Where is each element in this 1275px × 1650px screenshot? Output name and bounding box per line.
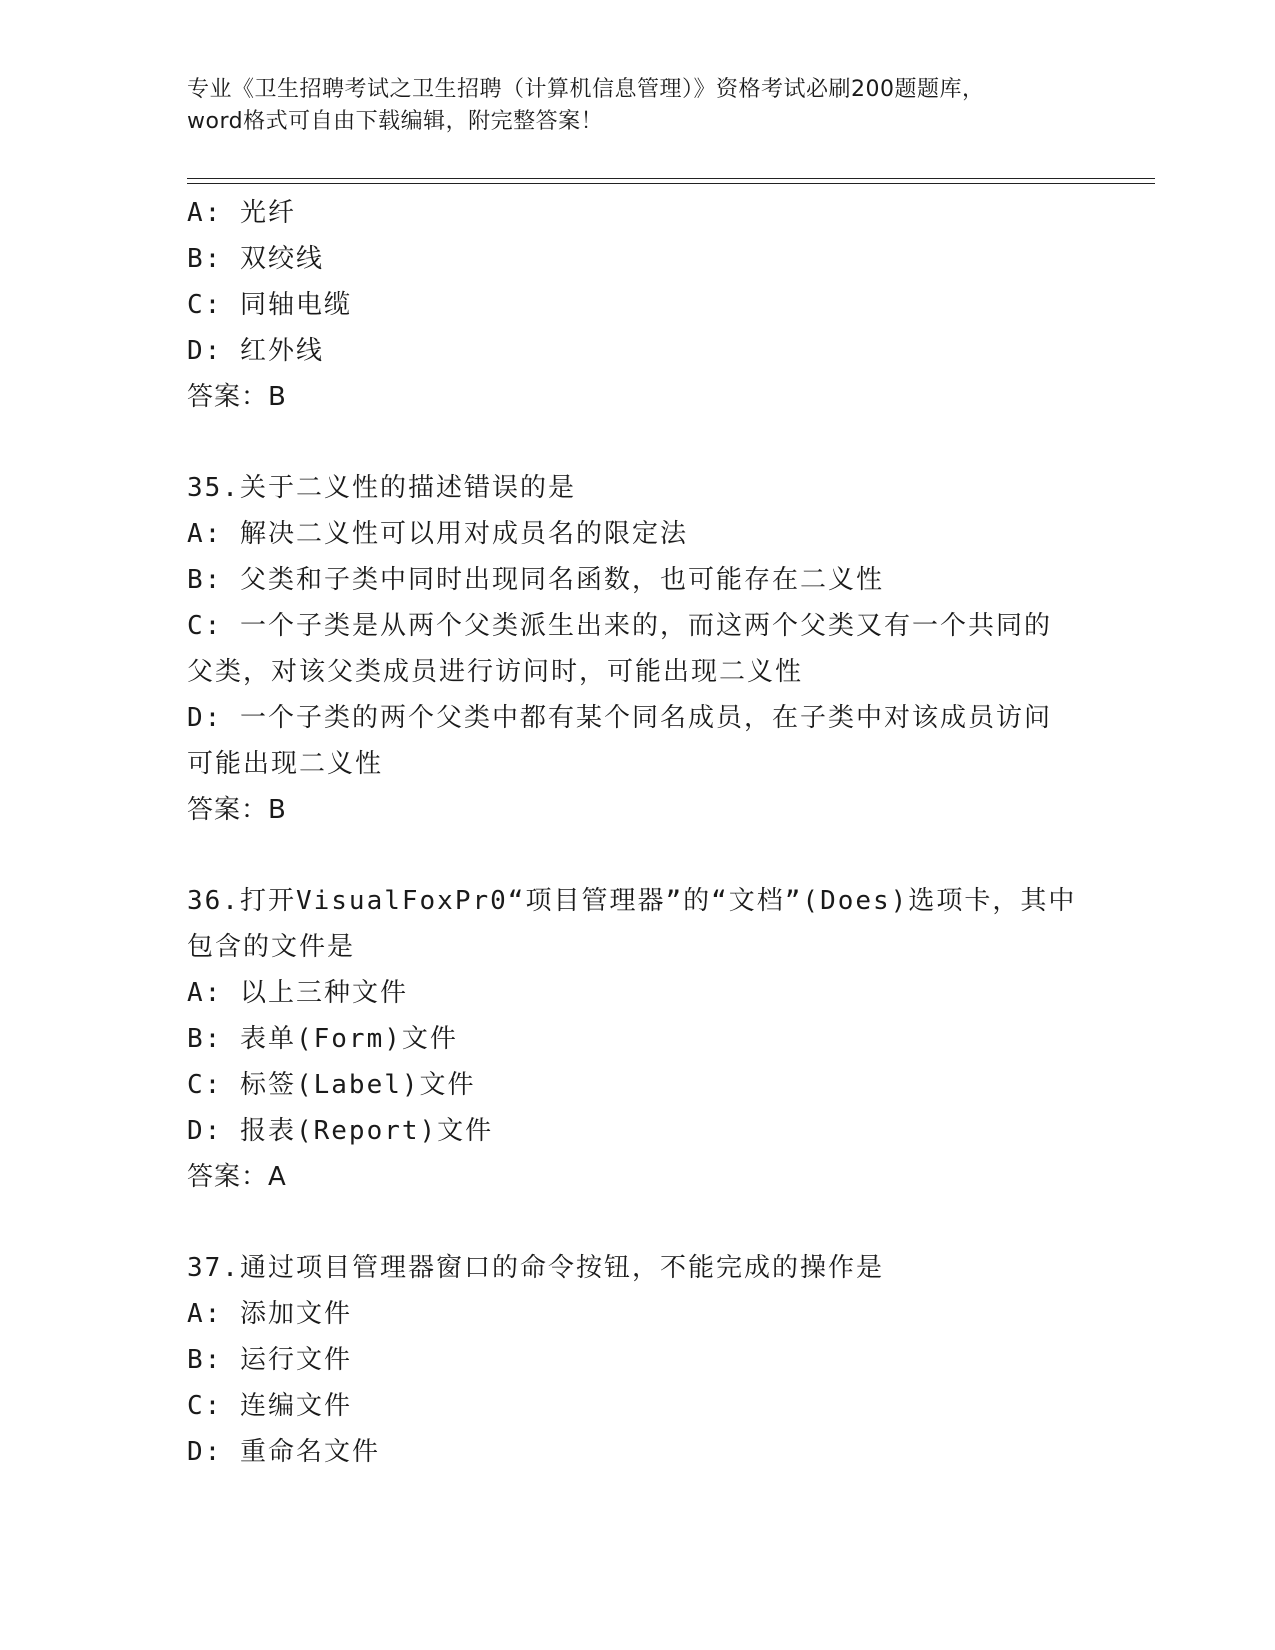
question-35 (187, 465, 1087, 833)
question-stem: 36.打开VisualFoxPr0“项目管理器”的“文档”(Does)选项卡，其中 (187, 886, 1077, 916)
option-d: D: 报表(Report)文件 (187, 1116, 494, 1146)
option-a: A: 光纤 (187, 198, 296, 228)
option-a: A: 解决二义性可以用对成员名的限定法 (187, 519, 688, 549)
option-c: C: 同轴电缆 (187, 290, 352, 320)
answer: 答案：A (187, 1162, 287, 1192)
question-stem: 35.关于二义性的描述错误的是 (187, 473, 576, 503)
option-b: B: 双绞线 (187, 244, 324, 274)
option-c: C: 一个子类是从两个父类派生出来的，而这两个父类又有一个共同的 (187, 611, 1052, 641)
question-37 (187, 1245, 1087, 1475)
option-a: A: 以上三种文件 (187, 978, 408, 1008)
option-d: D: 重命名文件 (187, 1437, 380, 1467)
option-c: C: 连编文件 (187, 1391, 352, 1421)
question-stem: 37.通过项目管理器窗口的命令按钮，不能完成的操作是 (187, 1253, 884, 1283)
option-d-continued: 可能出现二义性 (187, 749, 384, 779)
option-c: C: 标签(Label)文件 (187, 1070, 476, 1100)
document-header (187, 74, 1087, 138)
option-b: B: 父类和子类中同时出现同名函数，也可能存在二义性 (187, 565, 884, 595)
option-b: B: 运行文件 (187, 1345, 352, 1375)
question-34 (187, 190, 1087, 420)
header-rule-top (187, 178, 1155, 179)
question-list (187, 190, 1087, 1475)
option-a: A: 添加文件 (187, 1299, 352, 1329)
option-c-continued: 父类，对该父类成员进行访问时，可能出现二义性 (187, 657, 804, 687)
header-line-1: 专业《卫生招聘考试之卫生招聘（计算机信息管理）》资格考试必刷200题题库， (187, 77, 985, 102)
option-d: D: 一个子类的两个父类中都有某个同名成员，在子类中对该成员访问 (187, 703, 1052, 733)
option-b: B: 表单(Form)文件 (187, 1024, 458, 1054)
option-d: D: 红外线 (187, 336, 324, 366)
answer: 答案：B (187, 382, 287, 412)
header-line-2: word格式可自由下载编辑，附完整答案！ (187, 109, 604, 134)
question-36 (187, 878, 1087, 1200)
header-rule-bottom (187, 183, 1155, 184)
question-stem-continued: 包含的文件是 (187, 932, 356, 962)
answer: 答案：B (187, 795, 287, 825)
